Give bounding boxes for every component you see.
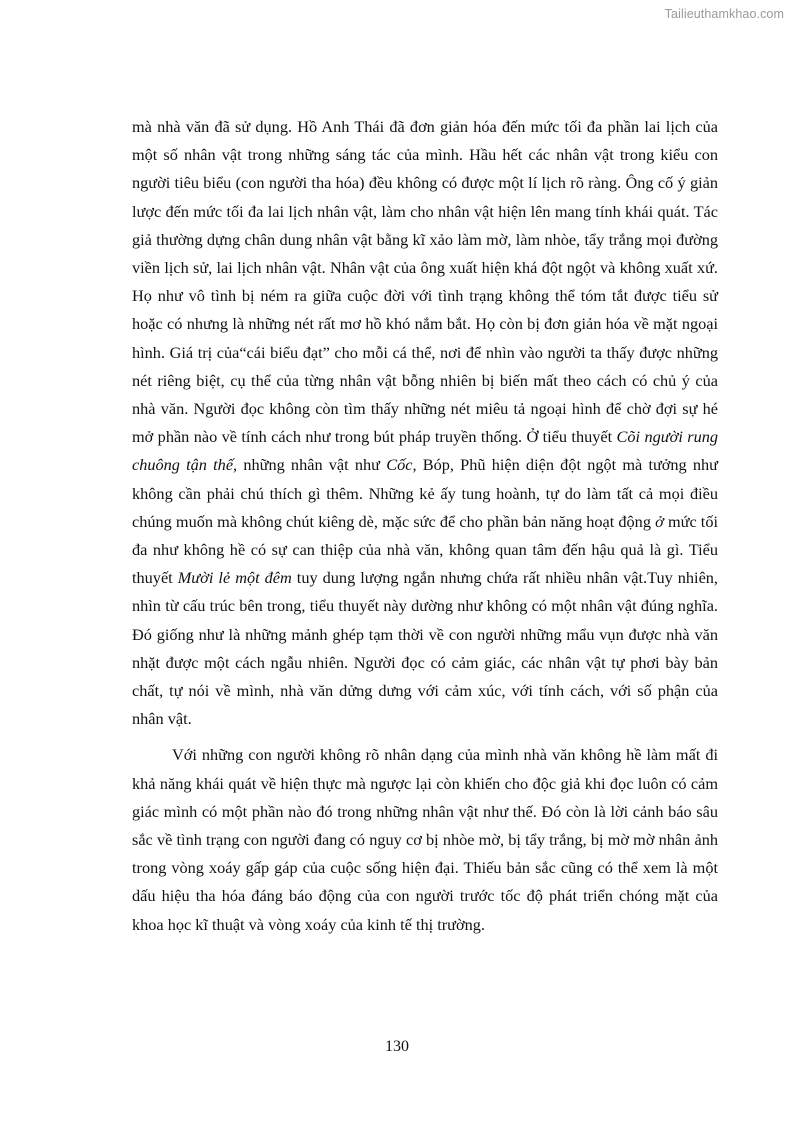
text-segment: mức tối đa như không hề có sự can thiệp của nhà văn, không quan tâm đến hậu quả là gì. Tiểu thuyết [132,511,718,588]
text-segment: những nhân vật như [237,455,387,475]
novel-title-muoi-le-mot-dem: Mười lẻ một đêm [177,568,292,588]
text-segment: mà nhà văn đã sử dụng. Hồ Anh Thái đã đơn giản hóa đến mức tối đa phần lai lịch của một số nhân vật trong những sáng tác của mình. Hầu hết các nhân vật trong kiểu con người tiêu biểu (con người tha hóa) đều không có được một lí lịch rõ ràng. Ông cố ý giản lược đến mức tối đa lai lịch nhân vật, làm cho nhân vật hiện lên mang tính khái quát. Tác giả thường dựng chân dung nhân vật bằng kĩ xảo làm mờ, làm nhòe, tẩy trắng mọi đường viền lịch sử, lai lịch nhân vật. Nhân vật của ông xuất hiện khá đột ngột và không xuất xứ. Họ như vô tình bị ném ra giữa cuộc đời với tình trạng không thể tóm tắt được tiểu sử hoặc có nhưng là những nét rất mơ hồ khó nắm bắt. Họ còn bị đơn giản hóa về mặt ngoại hình. Giá trị của“cái biểu đạt” cho mỗi cá thể, nơi để nhìn vào người ta thấy được những nét riêng biệt, cụ thể của từng nhân vật bỗng nhiên bị biến mất theo cách có chủ ý của nhà văn. Người đọc không còn tìm thấy những nét miêu tả ngoại hình để chờ đợi sự hé mở phần nào về tính cách như trong bút pháp truyền thống. Ở tiểu thuyết [132,117,718,447]
italic-word-o: ở [655,511,664,531]
text-segment: Bóp, Phũ hiện diện đột ngột mà tưởng như không cần phải chú thích gì thêm. Những kẻ ấy tung hoành, tự do làm tất cả mọi điều chúng muốn mà không chút kiêng dè, mặc sức để cho phần bản năng hoạt động [132,455,718,531]
page-number: 130 [385,1038,409,1055]
site-watermark: Tailieuthamkhao.com [664,7,784,21]
body-paragraph-1 [132,113,718,733]
novel-title-coi-nguoi: Cõi người rung chuông tận thế, [132,427,719,475]
page-body [132,113,718,939]
text-segment: tuy dung lượng ngắn nhưng chứa rất nhiều nhân vật.Tuy nhiên, nhìn từ cấu trúc bên trong, tiểu thuyết này dường như không có một nhân vật đúng nghĩa. Đó giống như là những mảnh ghép tạm thời về con người những mẩu vụn được nhà văn nhặt được một cách ngẫu nhiên. Người đọc có cảm giác, các nhân vật tự phơi bày bản chất, tự nói về mình, nhà văn dửng dưng với cảm xúc, với tính cách, với số phận của nhân vật. [132,568,719,729]
body-paragraph-2: Với những con người không rõ nhân dạng của mình nhà văn không hề làm mất đi khả năng khái quát về hiện thực mà ngược lại còn khiến cho độc giả khi đọc luôn có cảm giác mình có một phần nào đó trong những nhân vật như thế. Đó còn là lời cảnh báo sâu sắc về tình trạng con người đang có nguy cơ bị nhòe mờ, bị tẩy trắng, bị mờ mờ nhân ảnh trong vòng xoáy gấp gáp của cuộc sống hiện đại. Thiếu bản sắc cũng có thể xem là một dấu hiệu tha hóa đáng báo động của con người trước tốc độ phát triển chóng mặt của khoa học kĩ thuật và vòng xoáy của kinh tế thị trường. [132,745,718,934]
character-name-coc: Cốc, [386,455,417,475]
